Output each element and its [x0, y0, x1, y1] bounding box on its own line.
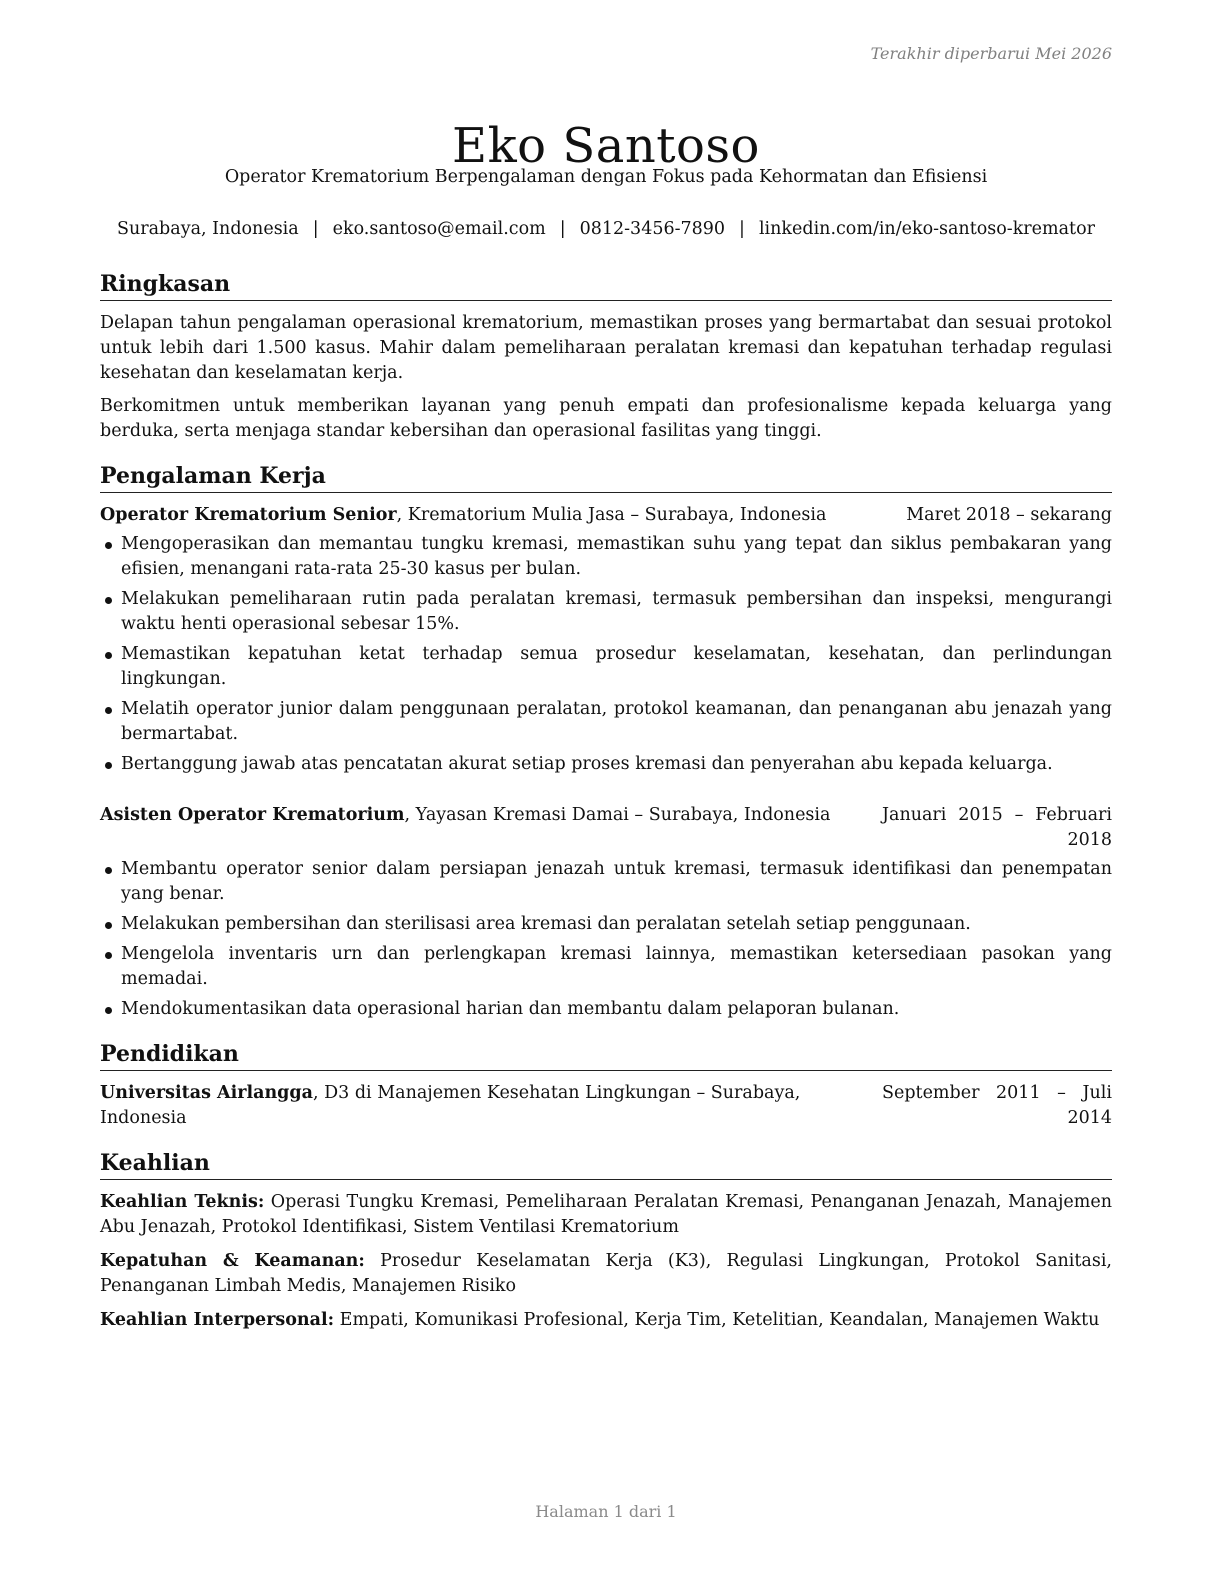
job-organization: , Krematorium Mulia Jasa – Surabaya, Indonesia	[396, 505, 827, 525]
education-dates-range: September 2011 – Juli	[882, 1083, 1112, 1103]
summary-paragraph: Berkomitmen untuk memberikan layanan yang penuh empati dan profesionalisme kepada keluarga yang berduka, serta menjaga standar kebersihan dan operasional fasilitas yang tinggi.	[100, 396, 1112, 441]
job-bullet-list	[100, 532, 1112, 777]
skill-group	[100, 1308, 1112, 1333]
education-school: Universitas Airlangga	[100, 1083, 313, 1103]
job-title-line	[100, 503, 886, 528]
resume-page	[100, 0, 1112, 1584]
job-bullet: Melakukan pembersihan dan sterilisasi area kremasi dan peralatan setelah setiap penggunaan.	[100, 912, 1112, 937]
skill-group	[100, 1249, 1112, 1299]
experience-section	[100, 462, 1112, 1022]
contact-separator: |	[559, 219, 566, 239]
contact-separator: |	[739, 219, 745, 239]
job-bullet: Membantu operator senior dalam persiapan jenazah untuk kremasi, termasuk identifikasi dan penempatan yang benar.	[100, 857, 1112, 907]
summary-section	[100, 270, 1112, 444]
page-number-footer: Halaman 1 dari 1	[535, 1502, 677, 1521]
job-role: Asisten Operator Krematorium	[100, 805, 405, 825]
job-bullet: Melakukan pemeliharaan rutin pada peralatan kremasi, termasuk pembersihan dan inspeksi, mengurangi waktu henti operasional sebesar 15%.	[100, 587, 1112, 637]
job-title-line	[100, 803, 862, 828]
education-dates-year: 2014	[1067, 1108, 1112, 1128]
job-header	[100, 803, 1112, 853]
job-bullet-list	[100, 857, 1112, 1022]
education-detail: , D3 di Manajemen Kesehatan Lingkungan – Surabaya, Indonesia	[100, 1083, 801, 1128]
education-heading: Pendidikan	[100, 1040, 1112, 1071]
job-bullet: Memastikan kepatuhan ketat terhadap semua prosedur keselamatan, kesehatan, dan perlindungan lingkungan.	[100, 642, 1112, 692]
candidate-name: Eko Santoso	[452, 118, 760, 175]
job-entry	[100, 803, 1112, 1022]
skills-heading: Keahlian	[100, 1149, 1112, 1180]
experience-heading: Pengalaman Kerja	[100, 462, 1112, 493]
job-bullet: Mengoperasikan dan memantau tungku kremasi, memastikan suhu yang tepat dan siklus pembakaran yang efisien, menangani rata-rata 25-30 kasus per bulan.	[100, 532, 1112, 582]
skill-group-label: Keahlian Interpersonal:	[100, 1310, 335, 1330]
job-dates-range: Januari 2015 – Februari	[882, 805, 1112, 825]
resume-content	[100, 270, 1112, 1333]
job-entry	[100, 503, 1112, 777]
contact-phone: 0812-3456-7890	[579, 219, 726, 239]
education-section	[100, 1040, 1112, 1131]
job-bullet: Melatih operator junior dalam penggunaan peralatan, protokol keamanan, dan penanganan abu jenazah yang bermartabat.	[100, 697, 1112, 747]
job-dates	[862, 803, 1112, 853]
skill-group	[100, 1190, 1112, 1240]
education-dates	[862, 1081, 1112, 1131]
job-header	[100, 503, 1112, 528]
last-updated-note: Terakhir diperbarui Mei 2026	[870, 44, 1112, 63]
job-dates-year: 2018	[1067, 830, 1112, 850]
contact-email[interactable]: eko.santoso@email.com	[332, 219, 546, 239]
skill-group-text: Empati, Komunikasi Profesional, Kerja Tim, Ketelitian, Keandalan, Manajemen Waktu	[334, 1310, 1100, 1330]
job-role: Operator Krematorium Senior	[100, 505, 397, 525]
contact-line	[100, 219, 1112, 239]
education-entry	[100, 1081, 1112, 1131]
candidate-tagline: Operator Krematorium Berpengalaman dengan Fokus pada Kehormatan dan Efisiensi	[224, 167, 988, 187]
job-bullet: Mendokumentasikan data operasional harian dan membantu dalam pelaporan bulanan.	[100, 997, 1112, 1022]
education-title-line	[100, 1081, 862, 1131]
contact-separator: |	[312, 219, 319, 239]
job-bullet: Bertanggung jawab atas pencatatan akurat setiap proses kremasi dan penyerahan abu kepada keluarga.	[100, 752, 1112, 777]
summary-heading: Ringkasan	[100, 270, 1112, 301]
job-organization: , Yayasan Kremasi Damai – Surabaya, Indonesia	[404, 805, 831, 825]
job-bullet: Mengelola inventaris urn dan perlengkapan kremasi lainnya, memastikan ketersediaan pasokan yang memadai.	[100, 942, 1112, 992]
summary-paragraph: Delapan tahun pengalaman operasional krematorium, memastikan proses yang bermartabat dan sesuai protokol untuk lebih dari 1.500 kasus. Mahir dalam pemeliharaan peralatan kremasi dan kepatuhan terhadap regulasi kesehatan dan keselamatan kerja.	[100, 313, 1112, 383]
skill-group-text: Operasi Tungku Kremasi, Pemeliharaan Peralatan Kremasi, Penanganan Jenazah, Manajemen Abu Jenazah, Protokol Identifikasi, Sistem Ventilasi Krematorium	[100, 1192, 1112, 1237]
contact-linkedin[interactable]: linkedin.com/in/eko-santoso-kremator	[758, 219, 1095, 239]
skill-group-label: Keahlian Teknis:	[100, 1192, 265, 1212]
skill-group-text: Prosedur Keselamatan Kerja (K3), Regulasi Lingkungan, Protokol Sanitasi, Penanganan Limbah Medis, Manajemen Risiko	[100, 1251, 1112, 1296]
education-header	[100, 1081, 1112, 1131]
job-dates: Maret 2018 – sekarang	[906, 505, 1112, 525]
contact-location: Surabaya, Indonesia	[117, 219, 299, 239]
skills-section	[100, 1149, 1112, 1333]
skill-group-label: Kepatuhan & Keamanan:	[100, 1251, 365, 1271]
